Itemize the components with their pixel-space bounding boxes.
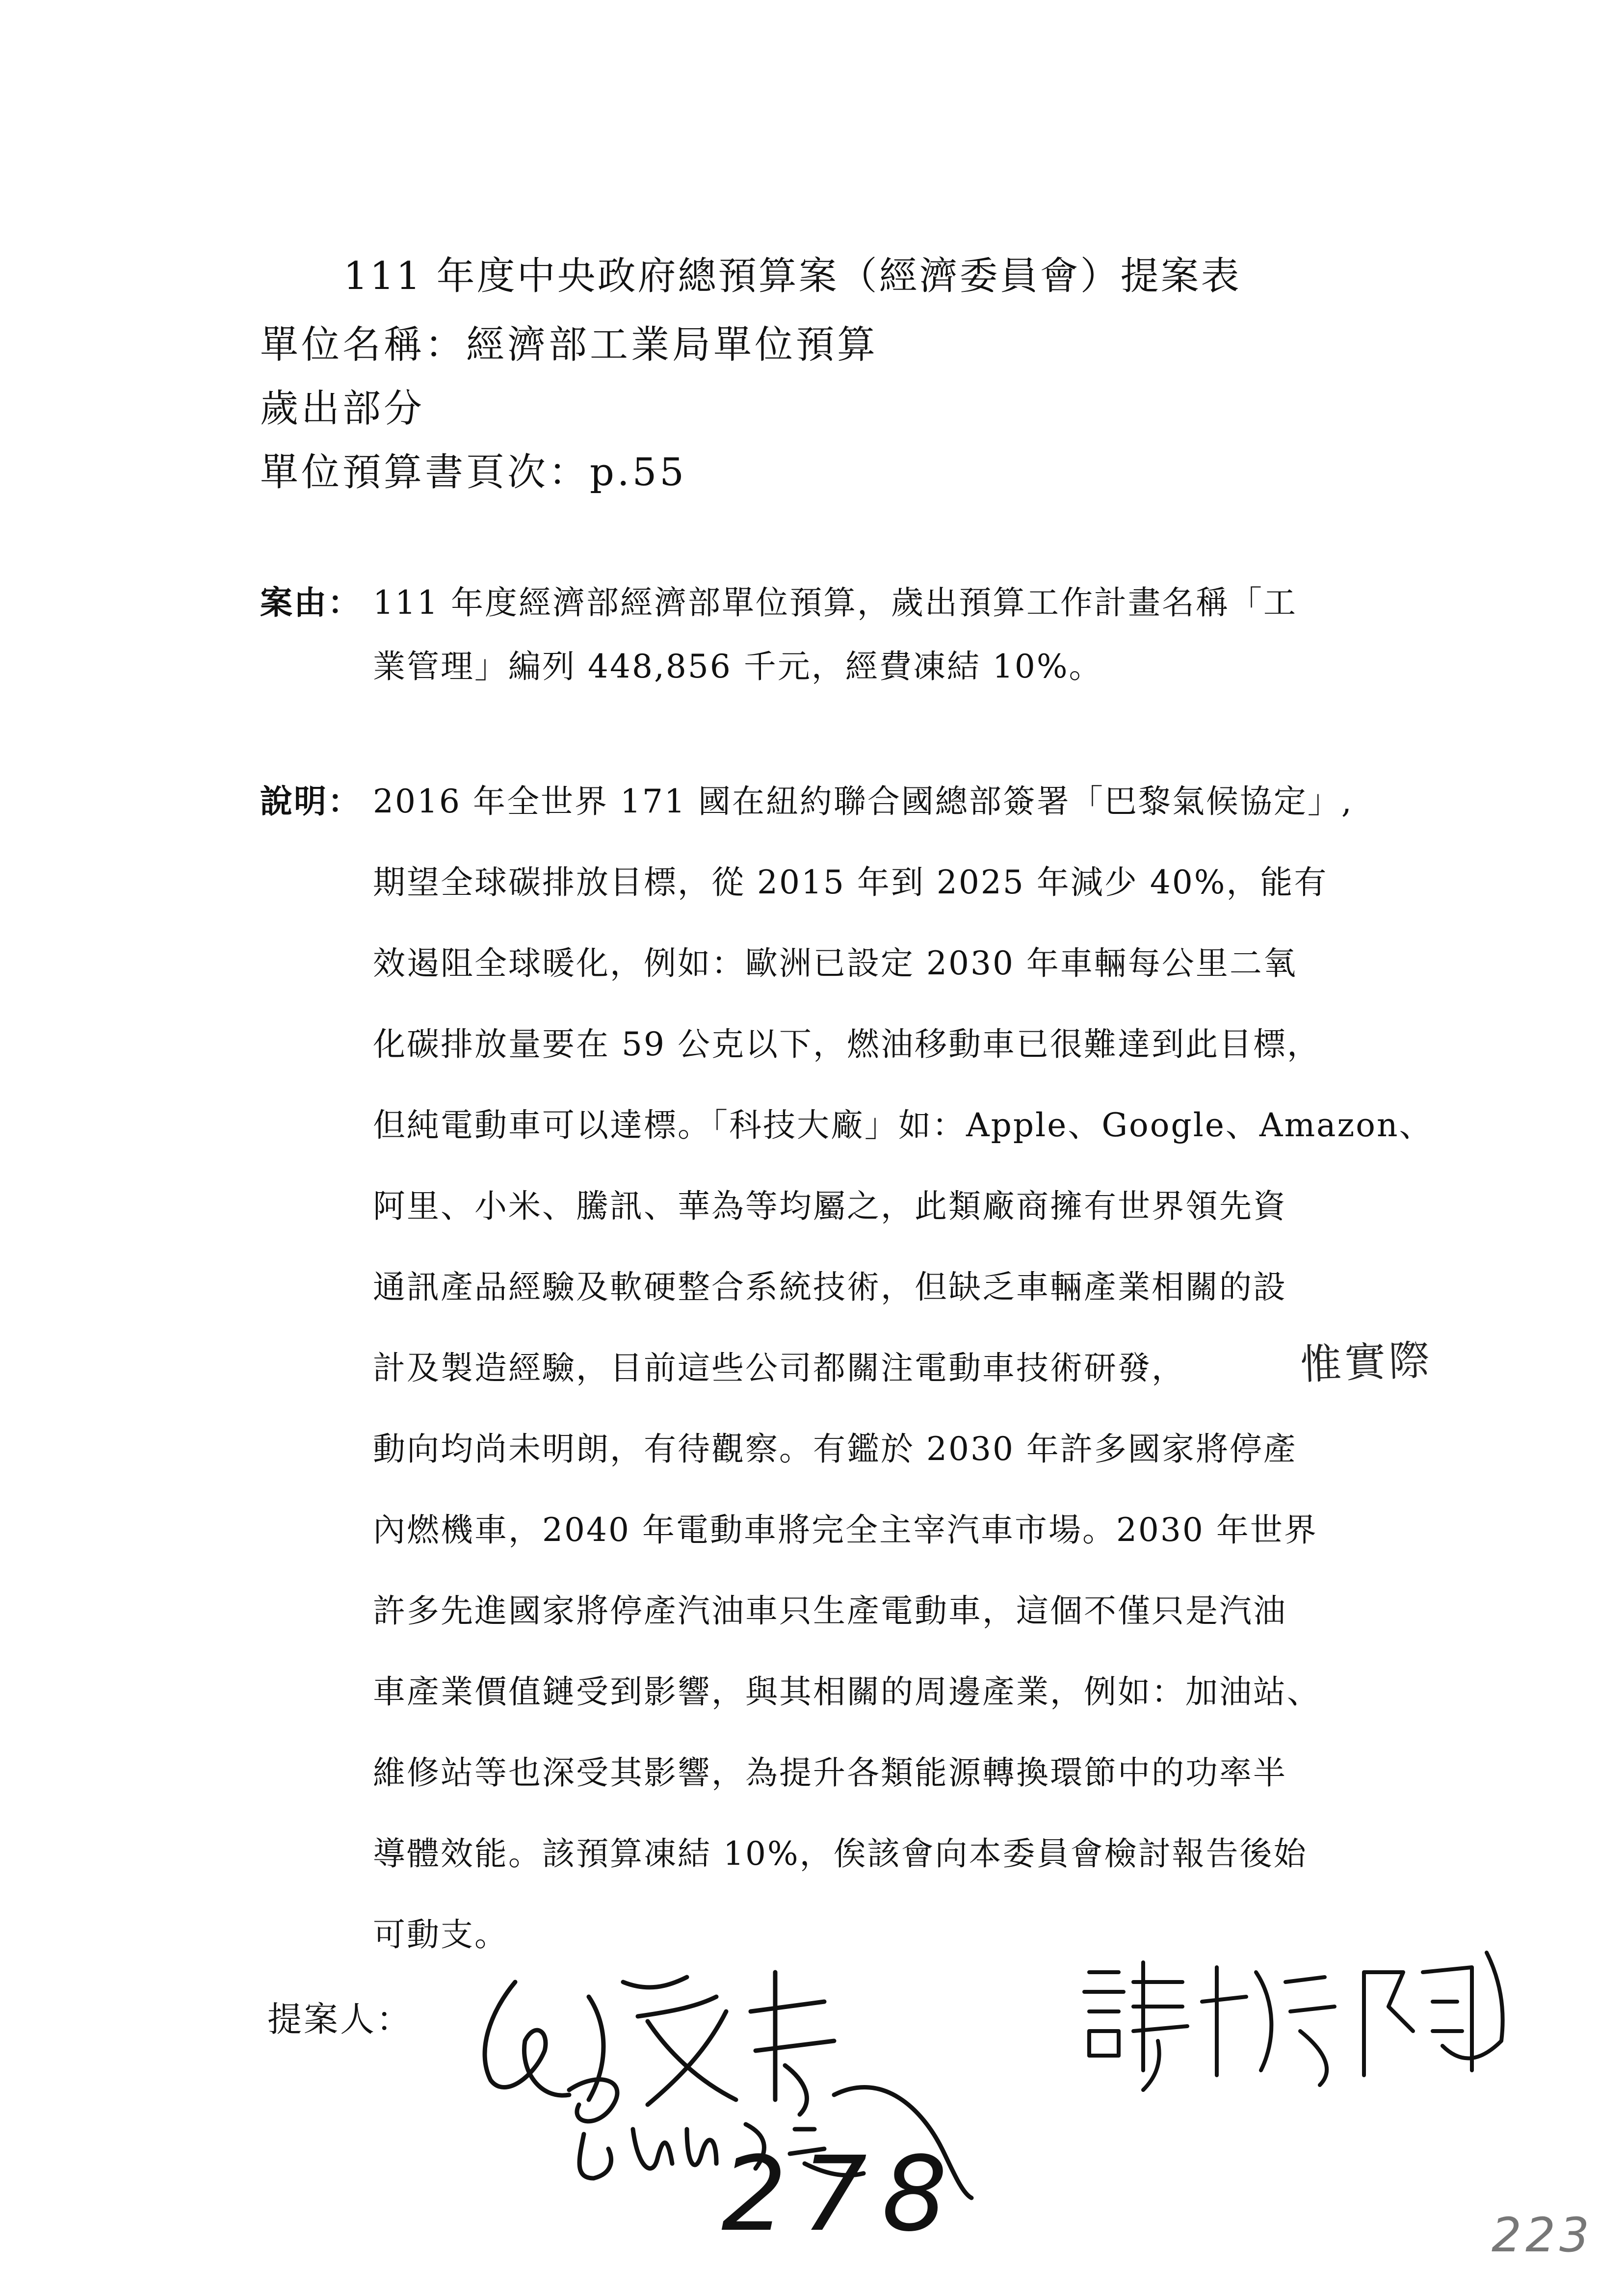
corner-number: 223 <box>1492 2208 1594 2263</box>
page-reference: 單位預算書頁次：p.55 <box>260 450 687 495</box>
explanation-line: 維修站等也深受其影響，為提升各類能源轉換環節中的功率半 <box>373 1754 1287 1792</box>
explanation-line: 車產業價值鏈受到影響，與其相關的周邊產業，例如：加油站、 <box>373 1673 1321 1711</box>
page-number: 278 <box>721 2134 962 2254</box>
explanation-line: 期望全球碳排放目標，從 2015 年到 2025 年減少 40%，能有 <box>373 863 1328 901</box>
case-label: 案由： <box>260 583 362 622</box>
signature-2 <box>1070 1943 1511 2100</box>
explanation-line: 可動支。 <box>373 1916 508 1954</box>
explanation-line: 效遏阻全球暖化，例如：歐洲已設定 2030 年車輛每公里二氧 <box>373 944 1297 982</box>
explanation-line: 許多先進國家將停產汽油車只生產電動車，這個不僅只是汽油 <box>373 1592 1287 1630</box>
explanation-line: 但純電動車可以達標。「科技大廠」如：Apple、Google、Amazon、 <box>373 1106 1433 1144</box>
section-name: 歲出部分 <box>260 387 425 431</box>
handwritten-insert: 惟實際 <box>1299 1336 1434 1389</box>
case-line: 業管理」編列 448,856 千元，經費凍結 10%。 <box>373 648 1103 685</box>
explanation-line: 通訊產品經驗及軟硬整合系統技術，但缺乏車輛產業相關的設 <box>373 1268 1287 1306</box>
explanation-line: 阿里、小米、騰訊、華為等均屬之，此類廠商擁有世界領先資 <box>373 1187 1287 1225</box>
explanation-line: 動向均尚未明朗，有待觀察。有鑑於 2030 年許多國家將停產 <box>373 1430 1297 1468</box>
unit-name: 單位名稱：經濟部工業局單位預算 <box>260 323 879 367</box>
explanation-line: 內燃機車，2040 年電動車將完全主宰汽車市場。2030 年世界 <box>373 1511 1318 1549</box>
explanation-line: 化碳排放量要在 59 公克以下，燃油移動車已很難達到此目標， <box>373 1025 1321 1063</box>
case-line: 111 年度經濟部經濟部單位預算，歲出預算工作計畫名稱「工 <box>373 584 1297 622</box>
explanation-label: 說明： <box>260 782 362 820</box>
proposer-label: 提案人： <box>267 1999 413 2039</box>
explanation-line: 計及製造經驗，目前這些公司都關注電動車技術研發， <box>373 1349 1185 1387</box>
explanation-line: 2016 年全世界 171 國在紐約聯合國總部簽署「巴黎氣候協定」, <box>373 783 1353 820</box>
document-title: 111 年度中央政府總預算案（經濟委員會）提案表 <box>343 254 1241 298</box>
explanation-line: 導體效能。該預算凍結 10%，俟該會向本委員會檢討報告後始 <box>373 1835 1308 1873</box>
